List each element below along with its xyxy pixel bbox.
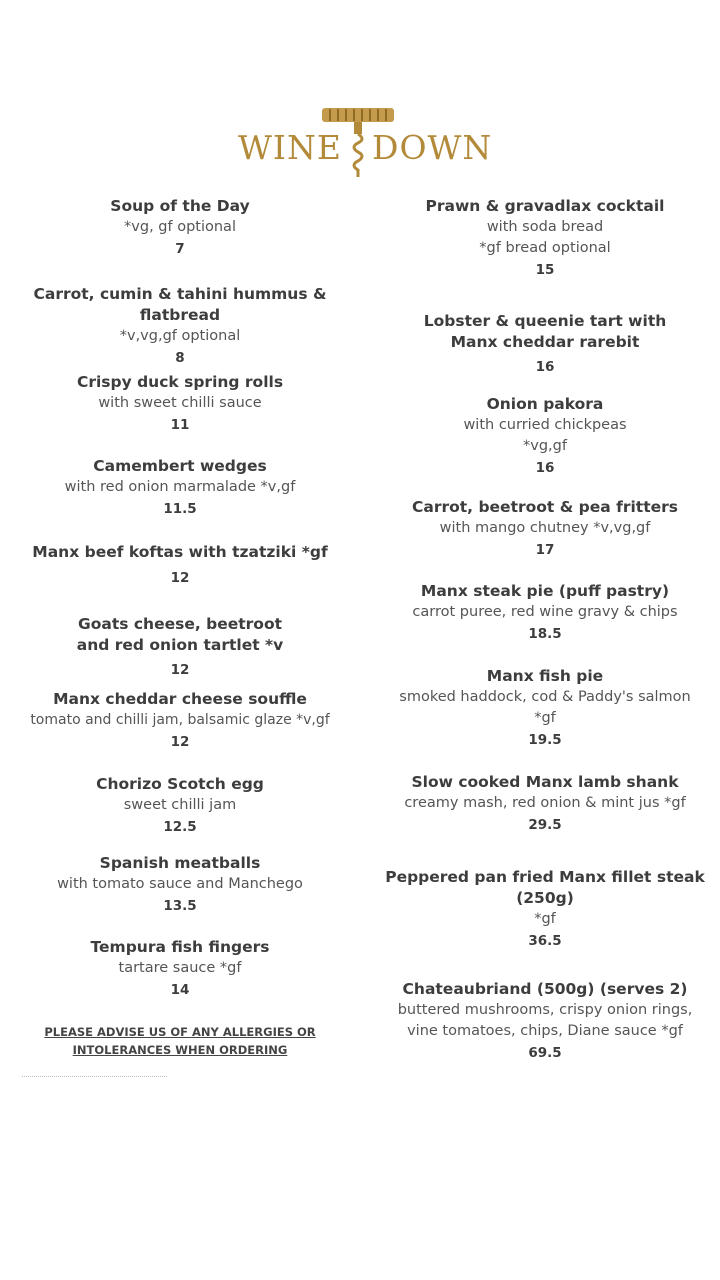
menu-item [10,284,350,369]
item-price: 8 [175,350,185,366]
menu-item [380,394,710,479]
item-description: with soda bread *gf bread optional [479,219,611,256]
item-price: 15 [535,262,555,278]
menu-item [10,774,350,838]
item-description: with red onion marmalade *v,gf [64,479,296,495]
item-description: buttered mushrooms, crispy onion rings, vine tomatoes, chips, Diane sauce *gf [397,1002,693,1039]
menu-item [10,196,350,260]
menu-item [10,937,350,1001]
item-price: 18.5 [528,626,562,642]
item-name: Onion pakora [486,395,604,413]
item-name: Manx fish pie [486,667,604,685]
item-name: Manx beef koftas with tzatziki *gf [32,543,328,561]
logo-word-down: DOWN [372,128,493,167]
allergy-notice: PLEASE ADVISE US OF ANY ALLERGIES OR INTOLERANCES WHEN ORDERING [44,1025,316,1057]
item-price: 11.5 [163,501,197,517]
footer-divider [22,1076,167,1081]
item-price: 12.5 [163,819,197,835]
item-name: Goats cheese, beetroot and red onion tartlet *v [76,615,284,654]
item-name: Slow cooked Manx lamb shank [411,773,679,791]
item-name: Spanish meatballs [99,854,261,872]
menu-item [10,542,350,589]
item-price: 12 [170,734,190,750]
item-price: 16 [535,359,555,375]
item-price: 29.5 [528,817,562,833]
item-name: Carrot, cumin & tahini hummus & flatbread [33,285,327,324]
item-name: Chorizo Scotch egg [96,775,264,793]
item-name: Lobster & queenie tart with Manx cheddar rarebit [423,312,667,351]
item-name: Peppered pan fried Manx fillet steak (250g) [385,868,705,907]
item-description: sweet chilli jam [123,797,237,813]
item-name: Camembert wedges [93,457,267,475]
item-description: *gf [534,911,556,927]
item-name: Crispy duck spring rolls [76,373,284,391]
item-price: 11 [170,417,190,433]
item-price: 12 [170,570,190,586]
menu-item [380,666,710,751]
menu-item [10,614,350,681]
item-name: Manx cheddar cheese souffle [53,690,307,708]
item-name: Chateaubriand (500g) (serves 2) [402,980,688,998]
menu-item [380,196,710,281]
item-price: 7 [175,241,185,257]
menu-item [380,581,710,645]
item-description: creamy mash, red onion & mint jus *gf [404,795,686,811]
item-name: Prawn & gravadlax cocktail [425,197,665,215]
item-description: tartare sauce *gf [118,960,242,976]
menu-item [380,979,710,1064]
item-description: smoked haddock, cod & Paddy's salmon *gf [399,689,691,726]
item-description: tomato and chilli jam, balsamic glaze *v,gf [30,712,330,728]
item-name: Tempura fish fingers [90,938,270,956]
item-description: carrot puree, red wine gravy & chips [412,604,678,620]
menu-item [10,853,350,917]
item-description: *v,vg,gf optional [119,328,241,344]
item-price: 69.5 [528,1045,562,1061]
menu-item [10,372,350,436]
item-price: 12 [170,662,190,678]
menu-item [380,867,710,952]
item-name: Carrot, beetroot & pea fritters [411,498,679,516]
item-description: with curried chickpeas *vg,gf [463,417,627,454]
item-price: 17 [535,542,555,558]
item-description: *vg, gf optional [124,219,236,235]
item-name: Soup of the Day [110,197,250,215]
menu-item [380,772,710,836]
item-price: 36.5 [528,933,562,949]
item-description: with mango chutney *v,vg,gf [439,520,651,536]
menu-item [10,456,350,520]
item-description: with sweet chilli sauce [98,395,262,411]
menu-item [380,497,710,561]
item-description: with tomato sauce and Manchego [57,876,303,892]
item-name: Manx steak pie (puff pastry) [420,582,670,600]
logo-word-wine: WINE [238,128,342,167]
item-price: 13.5 [163,898,197,914]
item-price: 14 [170,982,190,998]
menu-item [10,689,350,753]
item-price: 16 [535,460,555,476]
menu-item [380,311,710,378]
item-price: 19.5 [528,732,562,748]
